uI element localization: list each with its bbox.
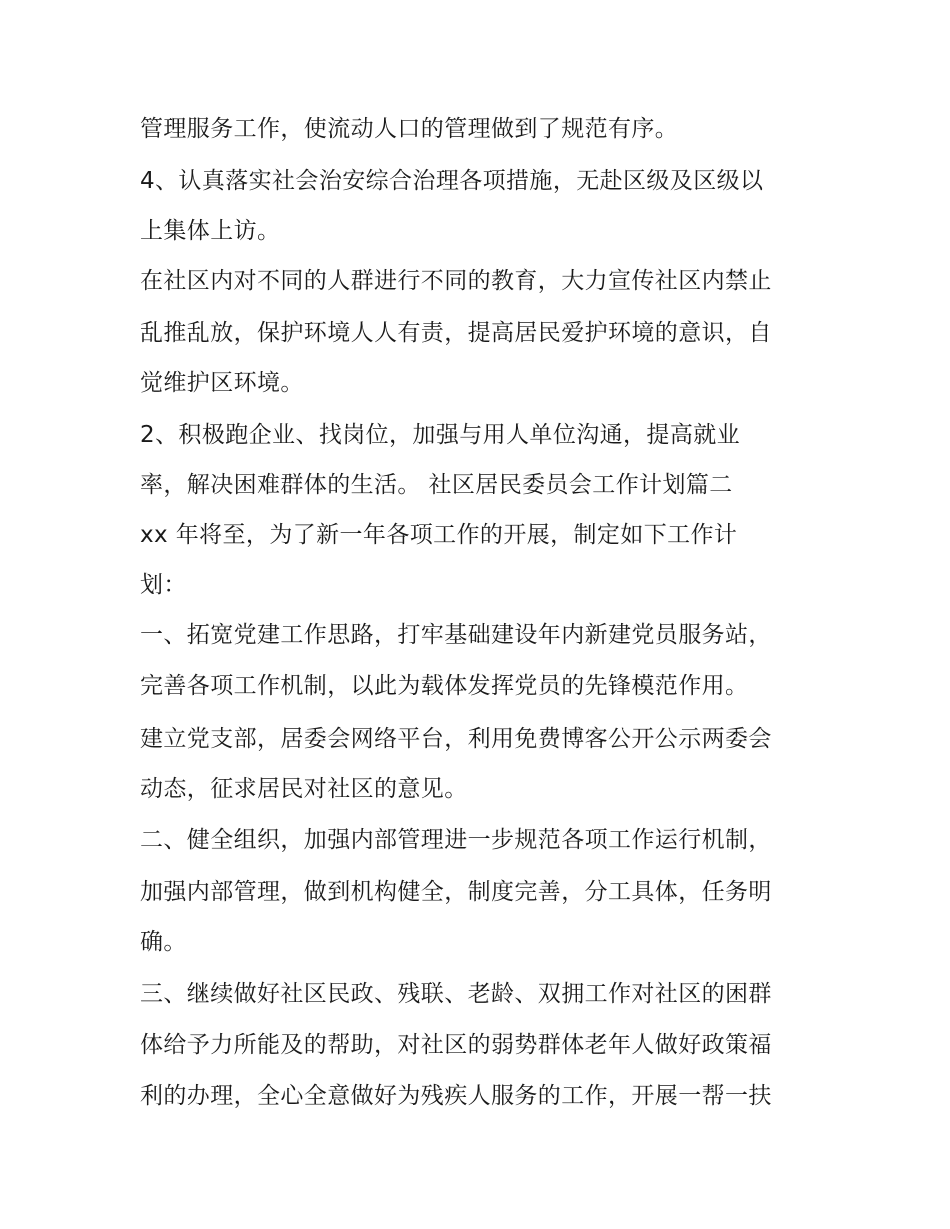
text-line: 二、健全组织，加强内部管理进一步规范各项工作运行机制， — [140, 827, 772, 853]
text-line: 体给予力所能及的帮助，对社区的弱势群体老年人做好政策福 — [140, 1032, 772, 1058]
text-line: 建立党支部，居委会网络平台，利用免费博客公开公示两委会 — [140, 726, 772, 752]
text-line: xx 年将至，为了新一年各项工作的开展，制定如下工作计 — [140, 522, 738, 548]
text-line: 在社区内对不同的人群进行不同的教育，大力宣传社区内禁止 — [140, 268, 772, 294]
text-line: 完善各项工作机制，以此为载体发挥党员的先锋模范作用。 — [140, 673, 749, 699]
text-line: 2、积极跑企业、找岗位，加强与用人单位沟通，提高就业 — [140, 422, 741, 448]
text-line: 三、继续做好社区民政、残联、老龄、双拥工作对社区的困群 — [140, 981, 772, 1007]
text-line: 加强内部管理，做到机构健全，制度完善，分工具体，任务明 — [140, 879, 772, 905]
text-line: 管理服务工作，使流动人口的管理做到了规范有序。 — [140, 116, 679, 142]
text-line: 率，解决困难群体的生活。 社区居民委员会工作计划篇二 — [140, 472, 733, 498]
text-line: 上集体上访。 — [140, 218, 281, 244]
text-line: 一、拓宽党建工作思路，打牢基础建设年内新建党员服务站， — [140, 622, 772, 648]
text-line: 确。 — [140, 929, 187, 955]
text-line: 4、认真落实社会治安综合治理各项措施，无赴区级及区级以 — [140, 168, 764, 194]
text-line: 乱推乱放，保护环境人人有责，提高居民爱护环境的意识，自 — [140, 320, 772, 346]
text-line: 动态，征求居民对社区的意见。 — [140, 776, 468, 802]
text-line: 划： — [140, 572, 187, 598]
text-line: 利的办理，全心全意做好为残疾人服务的工作，开展一帮一扶 — [140, 1083, 772, 1109]
text-line: 觉维护区环境。 — [140, 370, 304, 396]
